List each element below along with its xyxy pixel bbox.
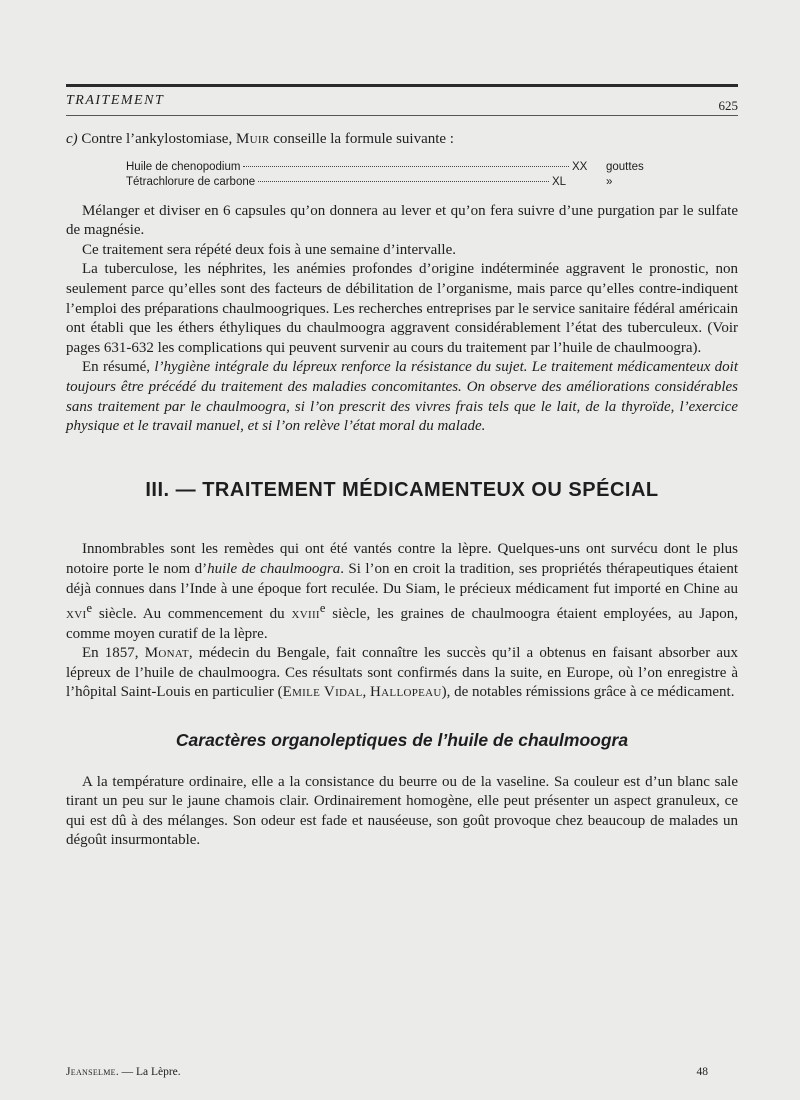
paragraph-remedies	[66, 540, 738, 644]
header-rule-thin	[66, 115, 738, 116]
dot-leader	[258, 181, 549, 182]
ingredient-name: Huile de chenopodium	[126, 160, 241, 173]
summary-lead: En résumé,	[82, 359, 155, 376]
author-muir: Muir	[235, 131, 270, 147]
intro-text-end: conseille la formule suivante :	[269, 131, 454, 147]
text-run: ), de notables rémissions grâce à ce médicament.	[441, 684, 735, 701]
page-number: 625	[718, 98, 738, 113]
item-label: c)	[66, 131, 78, 147]
text-run: , médecin du Bengale, fait connaître les succès qu’il a obtenus en faisant absorber aux lépreux de l’huile de chaulmoogra. Ces résultats sont confirmés dans la suite, en Europe, où l’on enregistre à l’hôpital Saint-Louis en particulier (	[66, 645, 738, 701]
subsection-heading: Caractères organoleptiques de l’huile de chaulmoogra	[175, 730, 629, 751]
paragraph-history	[66, 644, 738, 703]
ingredient-unit: gouttes	[606, 160, 644, 173]
intro-text: Contre l’ankylostomiase,	[77, 131, 236, 147]
ingredient-unit: »	[606, 175, 613, 188]
superscript: e	[319, 601, 326, 616]
summary-italic: l’hygiène intégrale du lépreux renforce la résistance du sujet. Le traitement médicamenteux doit toujours être précédé du traitement des maladies concomitantes. On observe des améliorations considérables sans traitement par le chaulmoogra, si l’on prescrit des vivres frais tels que le lait, de la thyroïde, l’exercice physique et le travail manuel, et si l’on relève l’état moral du malade.	[66, 359, 738, 435]
dot-leader	[243, 166, 569, 167]
text-run: Innombrables sont les remèdes qui ont été vantés contre la lèpre. Quelques-uns ont survécu dont le plus notoire porte le nom d’	[66, 541, 738, 577]
paragraph-mix: Mélanger et diviser en 6 capsules qu’on donnera au lever et qu’on fera suivre d’une purgation par le sulfate de magnésie.	[66, 202, 738, 239]
section-heading: III. — TRAITEMENT MÉDICAMENTEUX OU SPÉCIAL	[145, 478, 659, 501]
formula-row	[126, 175, 666, 190]
paragraph-repeat: Ce traitement sera répété deux fois à une semaine d’intervalle.	[82, 241, 457, 258]
formula-list	[126, 160, 666, 190]
formula-intro	[66, 130, 738, 150]
text-run: . Si l’on en croit la tradition, ses propriétés thérapeutiques étaient déjà connues dans l’Inde à une époque fort reculée. Du Siam, le précieux médicament fut importé en Chine au	[66, 560, 739, 597]
text-run: siècle, les graines de chaulmoogra étaient employées, au Japon, comme moyen curatif de la lèpre.	[66, 606, 739, 642]
author-vidal: Emile Vidal	[282, 684, 363, 701]
ingredient-quantity: XL	[552, 175, 567, 188]
page-body	[66, 130, 738, 851]
signature-mark: 48	[696, 1066, 708, 1078]
text-run: siècle. Au commencement du	[92, 606, 292, 623]
footer-author: Jeanselme	[66, 1066, 116, 1078]
paragraph-characteristics: A la température ordinaire, elle a la consistance du beurre ou de la vaseline. Sa couleur est d’un blanc sale tirant un peu sur le jaune chamois clair. Ordinairement homogène, elle peut présenter un aspect granuleux, ce qui est dû à des mélanges. Son odeur est fade et nauséeuse, son goût provoque chez beaucoup de malades un dégoût insurmontable.	[66, 773, 738, 849]
superscript: e	[86, 601, 93, 616]
ingredient-name: Tétrachlorure de carbone	[126, 175, 256, 188]
footer-citation	[66, 1066, 181, 1078]
century-16: xvi	[66, 606, 87, 623]
paragraph-summary	[66, 358, 738, 436]
footer-title: . — La Lèpre.	[115, 1066, 181, 1078]
header-rule-thick	[66, 84, 738, 87]
ingredient-quantity: XX	[572, 160, 588, 173]
formula-row	[126, 160, 666, 175]
running-title: TRAITEMENT	[66, 93, 165, 108]
author-monat: Monat	[144, 645, 189, 662]
century-18: xviii	[291, 606, 320, 623]
paragraph-prognosis: La tuberculose, les néphrites, les anémies profondes d’origine indéterminée aggravent le pronostic, non seulement parce qu’elles sont des facteurs de débilitation de l’organisme, mais parce qu’elles contre-indiquent l’emploi des préparations chaulmoogriques. Les recherches entreprises par le service sanitaire fédéral américain ont établi que les éthers éthyliques du chaulmoogra aggravent considérablement l’état des tuberculeux. (Voir pages 631-632 les complications qui peuvent survenir au cours du traitement par l’huile de chaulmoogra).	[66, 261, 738, 356]
text-run: ,	[362, 684, 371, 701]
term-chaulmoogra: huile de chaulmoogra	[207, 560, 341, 577]
author-hallopeau: Hallopeau	[370, 684, 442, 701]
text-run: En 1857,	[82, 645, 145, 662]
